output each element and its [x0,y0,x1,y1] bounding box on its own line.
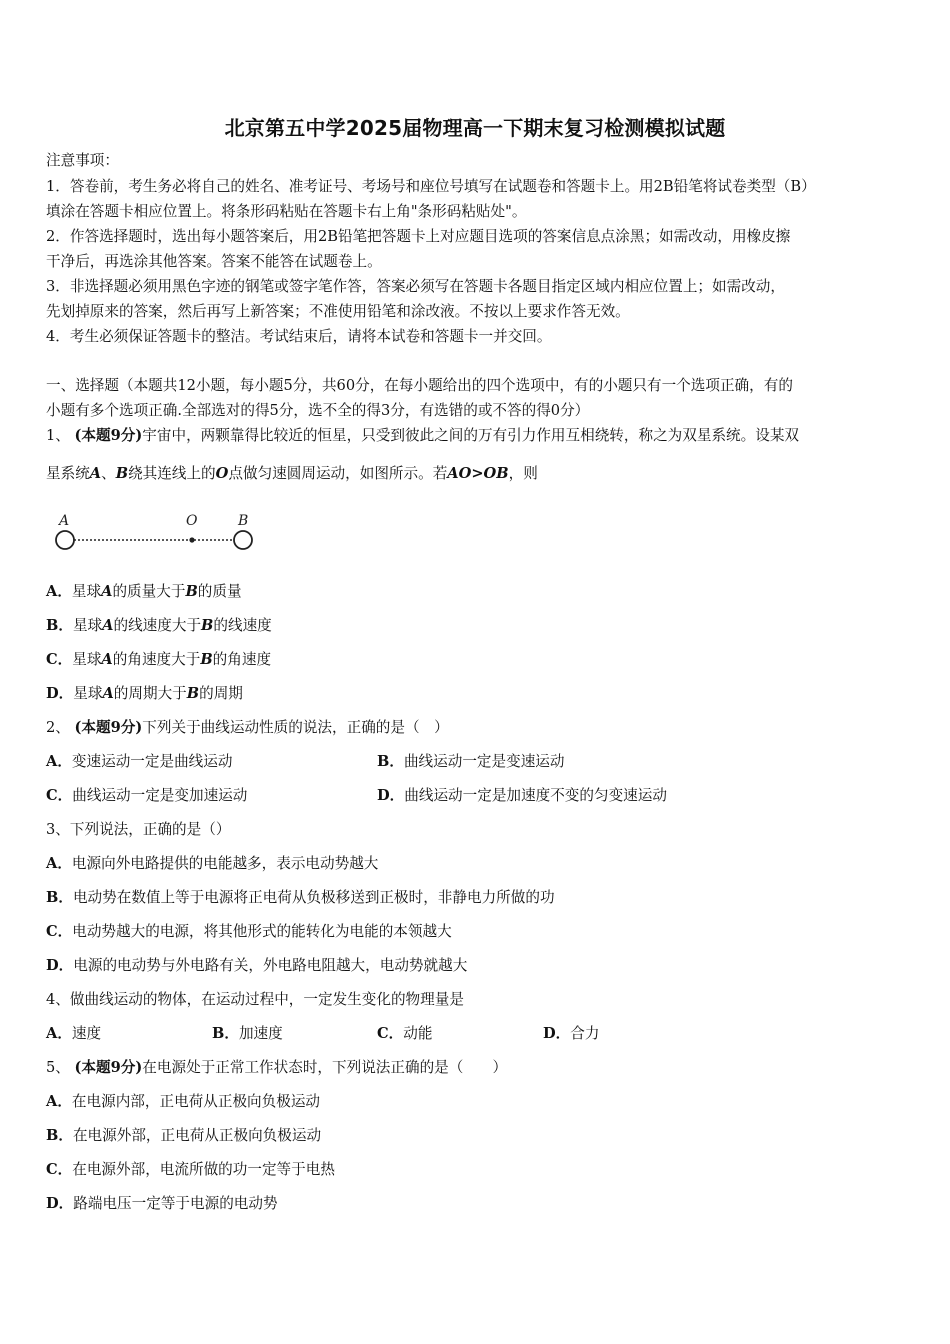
star-a-circle [56,531,74,549]
question-4-stem: 4、做曲线运动的物体，在运动过程中，一定发生变化的物理量是 [46,991,464,1008]
q3-option-b[interactable] [46,888,555,908]
option-text: 在电源外部，正电荷从正极向负极运动 [72,1127,322,1144]
option-label: D． [543,1025,571,1042]
q3-option-d[interactable] [46,956,467,976]
q1-option-c[interactable] [46,650,271,670]
symbol-o: O [215,465,229,482]
option-text: 电动势越大的电源，将其他形式的能转化为电能的本领越大 [72,923,452,940]
section-header-line: 小题有多个选项正确.全部选对的得5分，选不全的得3分，有选错的或不答的得0分） [46,402,590,419]
star-b-circle [234,531,252,549]
option-text: 的周期大于 [113,685,187,702]
option-label: A． [46,1093,72,1110]
question-text: 在电源处于正常工作状态时，下列说法正确的是（ ） [142,1059,508,1076]
option-label: B． [377,753,404,770]
question-number: 2、 [46,719,70,736]
notice-line: 4．考生必须保证答题卡的整洁。考试结束后，请将本试卷和答题卡一并交回。 [46,328,552,345]
option-text: 路端电压一定等于电源的电动势 [73,1195,278,1212]
option-label: B． [212,1025,239,1042]
question-text: 下列关于曲线运动性质的说法，正确的是（ ） [142,719,449,736]
q4-option-a[interactable] [46,1024,101,1044]
option-label: B． [46,617,73,634]
q5-option-d[interactable] [46,1194,278,1214]
question-text: 星系统 [46,465,90,482]
option-text: 动能 [403,1025,433,1042]
question-1-line-2 [46,464,908,484]
question-5-stem [46,1058,908,1078]
question-tag: (本题9分) [74,1059,143,1076]
notice-line: 2．作答选择题时，选出每小题答案后，用2B铅笔把答题卡上对应题目选项的答案信息点涂黑；如需改动，用橡皮擦 [46,228,791,245]
symbol: B [185,583,198,600]
notice-line: 1．答卷前，考生务必将自己的姓名、准考证号、考场号和座位号填写在试题卷和答题卡上。用2B铅笔将试卷类型（B） [46,178,816,195]
notice-line: 干净后，再选涂其他答案。答案不能答在试题卷上。 [46,253,382,270]
option-text: 的质量 [197,583,242,600]
symbol: B [186,685,200,702]
option-text: 的线速度大于 [113,617,202,634]
option-label: D． [377,787,405,804]
q5-option-a[interactable] [46,1092,320,1112]
question-1-line-1 [46,426,908,446]
option-label: A． [46,1025,72,1042]
notice-line: 填涂在答题卡相应位置上。将条形码粘贴在答题卡右上角"条形码粘贴处"。 [46,203,527,220]
label-a: A [59,513,70,529]
symbol-a: A [89,465,102,482]
symbol: A [102,617,114,634]
option-text: 加速度 [238,1025,283,1042]
q5-option-c[interactable] [46,1160,335,1180]
symbol: B [201,617,214,634]
q4-option-b[interactable] [212,1024,283,1044]
q4-option-d[interactable] [543,1024,599,1044]
option-label: A． [46,855,72,872]
q5-option-b[interactable] [46,1126,321,1146]
option-text: 的角速度大于 [112,651,201,668]
option-text: 变速运动一定是曲线运动 [71,753,233,770]
option-text: 星球 [72,651,102,668]
notice-line: 3．非选择题必须用黑色字迹的钢笔或签字笔作答，答案必须写在答题卡各题目指定区域内相应位置上；如需改动， [46,278,785,295]
option-text: 电源向外电路提供的电能越多，表示电动势越大 [71,855,379,872]
q2-option-c[interactable] [46,786,247,806]
option-label: D． [46,1195,74,1212]
q2-option-a[interactable] [46,752,232,772]
option-label: C． [46,651,73,668]
option-text: 速度 [71,1025,102,1042]
question-number: 5、 [46,1059,70,1076]
q1-option-a[interactable] [46,582,242,602]
question-text: 绕其连线上的 [128,465,216,482]
option-text: 的角速度 [212,651,272,668]
condition-text: AO>OB [447,465,509,482]
option-text: 星球 [71,583,102,600]
q1-option-b[interactable] [46,616,272,636]
q3-option-c[interactable] [46,922,452,942]
option-label: C． [46,923,73,940]
binary-star-diagram [48,506,268,558]
option-text: 星球 [73,685,103,702]
q2-option-d[interactable] [377,786,667,806]
symbol: A [101,583,113,600]
option-text: 电源的电动势与外电路有关，外电路电阻越大，电动势就越大 [73,957,468,974]
option-text: 曲线运动一定是加速度不变的匀变速运动 [404,787,667,804]
center-o-dot [189,537,194,542]
question-number: 1、 [46,427,70,444]
option-label: B． [46,1127,73,1144]
option-text: 在电源外部，电流所做的功一定等于电热 [72,1161,335,1178]
question-tag: (本题9分) [74,427,143,444]
label-b: B [238,513,249,529]
page-title: 北京第五中学2025届物理高一下期末复习检测模拟试题 [224,116,726,140]
question-tag: (本题9分) [74,719,143,736]
option-label: D． [46,957,74,974]
q3-option-a[interactable] [46,854,378,874]
option-text: 的质量大于 [112,583,186,600]
option-text: 的线速度 [213,617,272,634]
question-text: 宇宙中，两颗靠得比较近的恒星，只受到彼此之间的万有引力作用互相绕转，称之为双星系统。设某双 [142,427,800,444]
q4-option-c[interactable] [377,1024,432,1044]
q2-option-b[interactable] [377,752,564,772]
question-text: 、 [101,465,116,482]
question-text: ，则 [508,465,538,482]
option-text: 电动势在数值上等于电源将正电荷从负极移送到正极时，非静电力所做的功 [72,889,555,906]
option-text: 星球 [72,617,103,634]
symbol: A [102,685,114,702]
q1-option-d[interactable] [46,684,243,704]
option-label: D． [46,685,74,702]
symbol: B [200,651,213,668]
option-text: 的周期 [199,685,243,702]
question-text: 点做匀速圆周运动，如图所示。若 [228,465,448,482]
option-text: 在电源内部，正电荷从正极向负极运动 [71,1093,321,1110]
symbol: A [101,651,113,668]
question-3-stem: 3、下列说法，正确的是（） [46,821,231,838]
notice-heading: 注意事项： [46,152,119,169]
option-label: A． [46,583,72,600]
notice-line: 先划掉原来的答案，然后再写上新答案；不准使用铅笔和涂改液。不按以上要求作答无效。 [46,303,630,320]
option-label: C． [46,787,73,804]
option-label: C． [377,1025,404,1042]
option-text: 合力 [570,1025,600,1042]
question-2-stem [46,718,908,738]
label-o: O [186,513,198,529]
option-text: 曲线运动一定是变速运动 [403,753,565,770]
option-label: B． [46,889,73,906]
symbol-b: B [115,465,129,482]
option-label: A． [46,753,72,770]
option-label: C． [46,1161,73,1178]
option-text: 曲线运动一定是变加速运动 [72,787,248,804]
section-header-line: 一、选择题（本题共12小题，每小题5分，共60分，在每小题给出的四个选项中，有的小题只有一个选项正确，有的 [46,377,793,394]
